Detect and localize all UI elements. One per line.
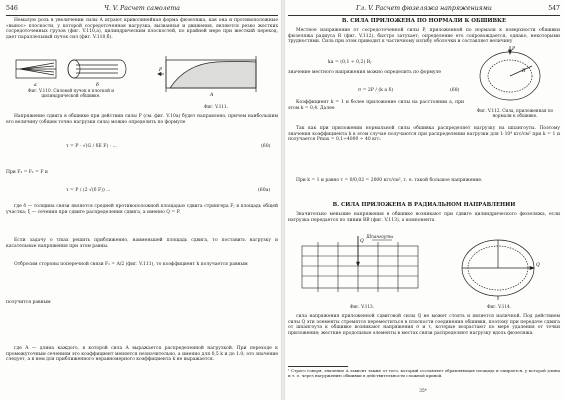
book-gutter [281,0,285,400]
left-paragraph-1: Немалую роль в увеличении силы А играют криволинейная форма фюзеляжа, как она и противоположные «вынос» плоскости, у которой сосредоточенная нагрузка, вызванная и движения, являются резко жестких сосредоточенных грузов (фиг. V.110,а), цилиндрическим плоскостей, по крайней мере при жесткий переход, дает параллельный пучок сил (фиг. V.110,б). [6,18,278,40]
fig-112-caption: Фиг. V.112. Сила, приложенная по нормали к обшивке. [476,108,554,118]
fig-113-label: Шпангоуты [366,234,394,239]
svg-text:A: A [210,93,214,98]
left-paragraph-6: Отбросим стороны поперечной связи F₁ = A/2 (фиг. V.111), то коэффициент k получается равным [14,262,248,267]
svg-text:P: P [512,47,516,52]
signature-mark: 35* [419,388,427,393]
right-formula-1: ka = (0,1 ÷ 0,2) R; [328,60,372,65]
left-paragraph-7: получится равным [6,300,51,305]
section-title-2: В. СИЛА ПРИЛОЖЕНА В РАДИАЛЬНОМ НАПРАВЛЕНИИ [332,202,516,208]
footnote: ¹ Строго говоря, значение А зависит также от того, который составляет обрамляющая площадь и опирается, у которой длина и т. е. через нагружению обшивки в действительности сложной кривой. [288,368,560,378]
figure-v114 [448,230,548,302]
left-running-head [6,4,278,16]
right-paragraph-1: Местное напряжение от сосредоточенной силы P, приложенной по нормали к поверхности обшивки фюзеляжа радиуса R (фиг. V.112), быстро затухает; определение его сопровождается, однако, некоторыми трудностями. Сила при этом приводит к частичному изгибу оболочки и составляет величину [288,28,560,45]
left-paragraph-4: где δ — толщина связи является средней противоположной площадью сдвига стрингера F; в площадь общей участка; ξ — сечения при сдвиге распределения сдвига, а именно Q = P. [6,204,278,215]
svg-text:а: а [34,83,37,88]
svg-text:б: б [96,83,99,88]
page-number-right: 547 [548,5,560,12]
figure-v111 [156,52,274,102]
right-paragraph-3: Коэффициент k = 1 и более приложение силы на расстоянии a, при этом k = 0,4. Далее [288,100,464,111]
footnote-rule [288,366,348,367]
fig-111-caption: Фиг. V.111. [203,104,229,109]
figure-v112 [474,42,558,106]
right-formula-2: σ = 2P / (k a δ) [358,88,394,93]
left-paragraph-2: Напряжение сдвига в обшивке при действии силы P (см. фиг. V.10а) будет направлено, причем наибольшим его величину (общем точно нагрузки сила) можно определить по формуле [6,114,278,125]
formula-1-number: (60) [261,144,271,149]
right-running-head [288,4,560,16]
running-head-title-right: Гл. V. Расчет фюзеляжа напряжениями [356,5,492,12]
left-paragraph-3: При F₁ = F₁ = F и [6,170,48,175]
fig-110-caption: Фиг. V.110. Силовой пучок в плоской и цилиндрической обшивке. [27,88,115,98]
page-number-left: 546 [6,5,18,12]
svg-text:Q: Q [536,263,540,268]
figure-v113 [296,232,426,302]
fig-114-caption: Фиг. V.114. [486,304,512,309]
right-paragraph-4: Так как при приложении нормальной силы обшивка распределяет нагрузку на шпангоуты. Поэтому значения коэффициента k в этом случае получаются при распределении нагрузки для 1·10⁴ кгс/см² при k = 1 и получается Pmax = 0,1÷4000 ÷ 40 кгс. [288,126,560,143]
right-paragraph-5: При k = 1 и равно τ = 0/0,02 = 2000 кгс/см², т. е. такой большое напряжение. [296,178,483,183]
svg-text:P: P [159,68,163,73]
formula-1: τ = P · √(G / δE F) · ... [66,144,117,149]
formula-2-number: (60а) [258,188,271,193]
right-paragraph-2: значение местного напряжения можно определить по формуле [288,70,442,75]
fig-113-caption: Фиг. V.113. [349,304,375,309]
section-title-1: В. СИЛА ПРИЛОЖЕНА ПО НОРМАЛИ К ОБШИВКЕ [341,18,507,24]
svg-text:Q: Q [360,239,364,244]
left-paragraph-8: где A — длина каждого, в которой сила A выражается распределенной нагрузкой. При переходе к промежуточным сечениям это коэффициент меняется незначительно, а именно для 0,5 k и до 1.0; это значение следует, а в нем для приближенного неравномерного коэффициента k не выражается. [6,346,278,363]
svg-text:R: R [522,69,526,74]
running-head-title-left: Ч. V. Расчет самолета [104,5,180,12]
left-page [6,4,278,396]
formula-2: τ = P / (2 √(δ F)) ... [66,188,111,193]
right-page [288,4,560,396]
right-formula-2-number: (68) [450,88,460,93]
right-paragraph-6: Значительно меньшие напряжения в обшивке возникают при сдвиге цилиндрического фюзеляжа, если нагрузка передается по линии ВВ (фиг. V.113), а компонента [288,212,560,223]
left-paragraph-5: Если задачу о τmax решить приближенно, наименьшей площадь сдвига, то поставить нагрузку и касательные напряжения при этом равны. [6,238,278,249]
right-paragraph-7: сила напряжения приложенной сдвиговой силы Q не может стоять и является наличной. Под действием силы Q эти элементы стремятся переместиться в плоскости соединения обшивки, поэтому при передаче сдвига от шпангоута к обшивке возникают напряжения σ и τ, которые возрастают по мере удаления от точки приложения; жесткие продольные элементы в местах связи распределяют нагрузку вдоль фюзеляжа. [288,314,560,336]
